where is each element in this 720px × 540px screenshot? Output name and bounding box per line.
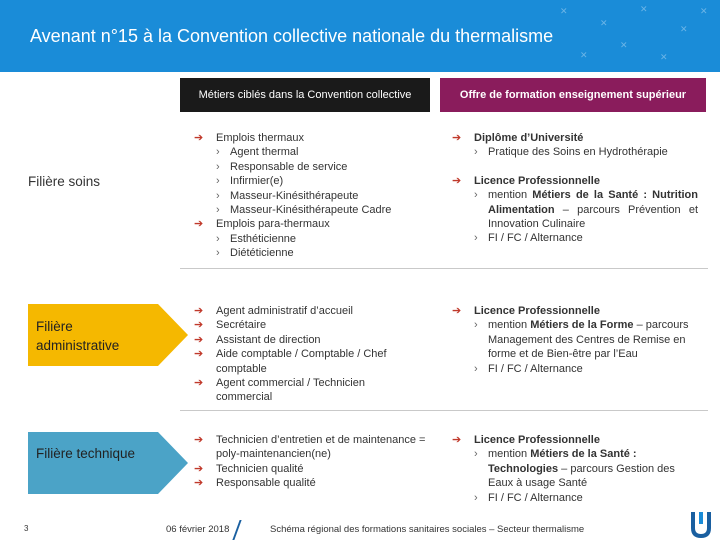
footer-caption: Schéma régional des formations sanitaires sociales – Secteur thermalisme	[270, 524, 585, 535]
chevron-right-icon: ›	[474, 319, 478, 332]
sub-item: › Masseur-Kinésithérapeute Cadre	[216, 204, 392, 217]
chevron-right-icon: ›	[216, 232, 220, 245]
arrow-icon: ➔	[194, 305, 204, 317]
arrow-icon: ➔	[452, 305, 462, 317]
soins-offre	[450, 131, 698, 246]
chevron-right-icon: ›	[216, 146, 220, 159]
list-item: ➔ Technicien d’entretien et de maintenance = poly-maintenancien(ne)	[194, 434, 426, 461]
chevron-right-icon: ›	[216, 175, 220, 188]
chevron-shape	[28, 432, 188, 494]
sub-item: › Esthéticienne	[216, 232, 297, 245]
list-item: ➔ Licence Professionnelle	[452, 434, 600, 446]
list-item: ➔ Licence Professionnelle	[452, 305, 600, 317]
list-item: ➔ Licence Professionnelle	[452, 174, 600, 187]
chevron-right-icon: ›	[474, 362, 478, 375]
row-divider	[180, 268, 708, 269]
chevron-right-icon: ›	[474, 146, 478, 159]
arrow-icon: ➔	[194, 377, 204, 390]
administrative-offre	[450, 304, 698, 376]
technique-metiers	[192, 433, 428, 491]
list-item: ➔ Technicien qualité	[194, 462, 304, 475]
decorative-cross-icon: ✕	[560, 6, 568, 16]
row-divider	[180, 410, 708, 411]
list-item: ➔ Secrétaire	[194, 319, 267, 332]
sub-item: › Agent thermal	[216, 146, 299, 159]
footer-separator	[232, 520, 241, 540]
arrow-icon: ➔	[194, 462, 204, 475]
chevron-right-icon: ›	[216, 204, 220, 217]
decorative-cross-icon: ✕	[600, 18, 608, 28]
list-item: ➔ Responsable qualité	[194, 477, 316, 490]
footer-date: 06 février 2018	[166, 524, 230, 535]
sub-item: › Diététicienne	[216, 247, 294, 260]
administrative-metiers	[192, 304, 414, 405]
arrow-icon: ➔	[452, 132, 462, 144]
list-item: ➔ Assistant de direction	[194, 333, 321, 346]
arrow-icon: ➔	[452, 434, 462, 446]
list-item: ➔ Aide comptable / Comptable / Chef comptable	[194, 348, 387, 375]
arrow-icon: ➔	[194, 132, 204, 144]
filiere-technique-label: Filière technique	[36, 446, 136, 461]
decorative-cross-icon: ✕	[660, 52, 668, 62]
header-bar	[0, 0, 720, 72]
chevron-right-icon: ›	[216, 189, 220, 202]
filiere-technique-shape	[28, 432, 188, 494]
arrow-icon: ➔	[194, 477, 204, 490]
list-item: ➔ Emplois para-thermaux	[194, 218, 330, 231]
filiere-soins-label: Filière soins	[28, 174, 101, 189]
metiers-column-header: Métiers ciblés dans la Convention collective	[180, 78, 430, 112]
decorative-cross-icon: ✕	[700, 6, 708, 16]
filiere-administrative-shape	[28, 304, 188, 366]
sub-item: › FI / FC / Alternance	[474, 491, 583, 504]
decorative-cross-icon: ✕	[680, 24, 688, 34]
list-item: ➔ Agent commercial / Technicien commercial	[194, 377, 365, 404]
sub-item: › mention Métiers de la Santé : Technologies – parcours Gestion des Eaux à usage Santé	[474, 448, 675, 490]
list-item: ➔ Diplôme d’Université	[452, 132, 584, 144]
arrow-icon: ➔	[194, 333, 204, 346]
arrow-icon: ➔	[194, 319, 204, 332]
chevron-right-icon: ›	[474, 189, 478, 202]
page-number: 3	[24, 524, 29, 533]
list-item: ➔ Agent administratif d’accueil	[194, 305, 353, 317]
sub-item: › Responsable de service	[216, 160, 348, 173]
offre-column-header: Offre de formation enseignement supérieur	[440, 78, 706, 112]
list-item: ➔ Emplois thermaux	[194, 132, 305, 144]
technique-offre	[450, 433, 698, 505]
soins-metiers	[192, 131, 428, 261]
logo-icon	[690, 510, 712, 538]
arrow-icon: ➔	[194, 218, 204, 231]
chevron-right-icon: ›	[474, 448, 478, 461]
decorative-cross-icon: ✕	[640, 4, 648, 14]
sub-item: › mention Métiers de la Forme – parcours Management des Centres de Remise en forme et de Bien-être par l’Eau	[474, 319, 689, 361]
chevron-right-icon: ›	[474, 232, 478, 245]
decorative-cross-icon: ✕	[580, 50, 588, 60]
arrow-icon: ➔	[452, 174, 462, 187]
chevron-right-icon: ›	[216, 160, 220, 173]
sub-item: › FI / FC / Alternance	[474, 362, 583, 375]
chevron-right-icon: ›	[216, 247, 220, 260]
sub-item: › Masseur-Kinésithérapeute	[216, 189, 359, 202]
sub-item: › mention Métiers de la Santé : Nutrition Alimentation – parcours Prévention et Innovation Culinaire	[474, 189, 698, 231]
sub-item: › Pratique des Soins en Hydrothérapie	[474, 146, 668, 159]
decorative-cross-icon: ✕	[620, 40, 628, 50]
arrow-icon: ➔	[194, 348, 204, 361]
arrow-icon: ➔	[194, 434, 204, 446]
sub-item: › FI / FC / Alternance	[474, 232, 583, 245]
page-title: Avenant n°15 à la Convention collective nationale du thermalisme	[30, 26, 554, 46]
chevron-right-icon: ›	[474, 491, 478, 504]
sub-item: › Infirmier(e)	[216, 175, 284, 188]
filiere-administrative-label: Filière administrative	[36, 319, 120, 353]
